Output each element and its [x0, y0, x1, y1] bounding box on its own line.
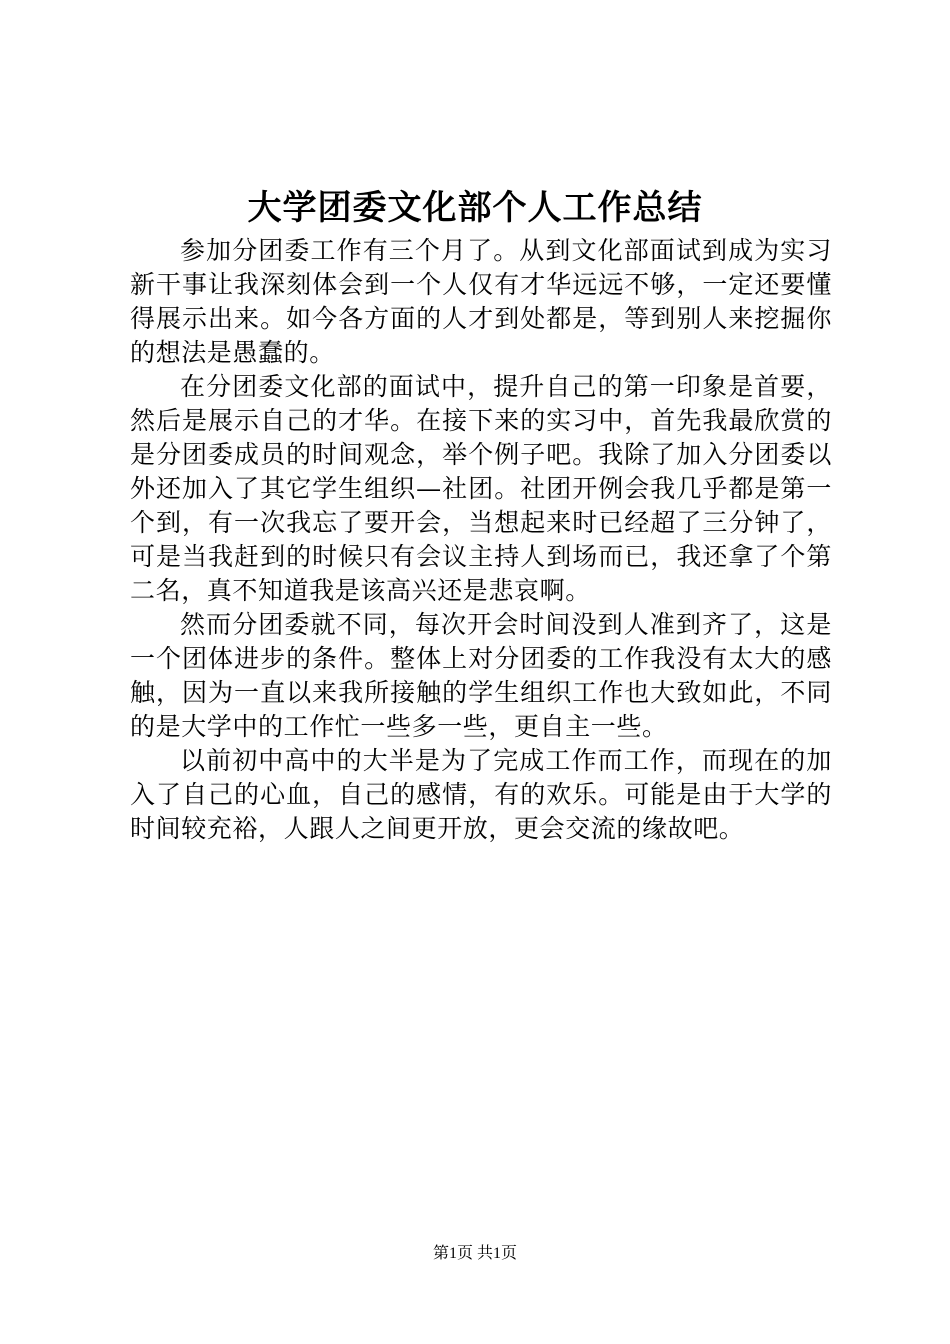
paragraph-3: 然而分团委就不同，每次开会时间没到人准到齐了，这是一个团体进步的条件。整体上对分团委的工作我没有太大的感触，因为一直以来我所接触的学生组织工作也大致如此，不同的是大学中的工作忙一些多一些，更自主一些。 — [130, 610, 832, 741]
paragraph-4: 以前初中高中的大半是为了完成工作而工作，而现在的加入了自己的心血，自己的感情，有的欢乐。可能是由于大学的时间较充裕，人跟人之间更开放，更会交流的缘故吧。 — [130, 746, 832, 843]
document-title: 大学团委文化部个人工作总结 — [247, 188, 703, 228]
paragraph-1: 参加分团委工作有三个月了。从到文化部面试到成为实习新干事让我深刻体会到一个人仅有才华远远不够，一定还要懂得展示出来。如今各方面的人才到处都是，等到别人来挖掘你的想法是愚蠢的。 — [130, 236, 832, 367]
paragraph-2: 在分团委文化部的面试中，提升自己的第一印象是首要，然后是展示自己的才华。在接下来的实习中，首先我最欣赏的是分团委成员的时间观念，举个例子吧。我除了加入分团委以外还加入了其它学生组织—社团。社团开例会我几乎都是第一个到，有一次我忘了要开会，当想起来时已经超了三分钟了，可是当我赶到的时候只有会议主持人到场而已，我还拿了个第二名，真不知道我是该高兴还是悲哀啊。 — [130, 372, 832, 605]
page-footer: 第1页 共1页 — [432, 1245, 517, 1262]
document-body — [130, 234, 832, 846]
